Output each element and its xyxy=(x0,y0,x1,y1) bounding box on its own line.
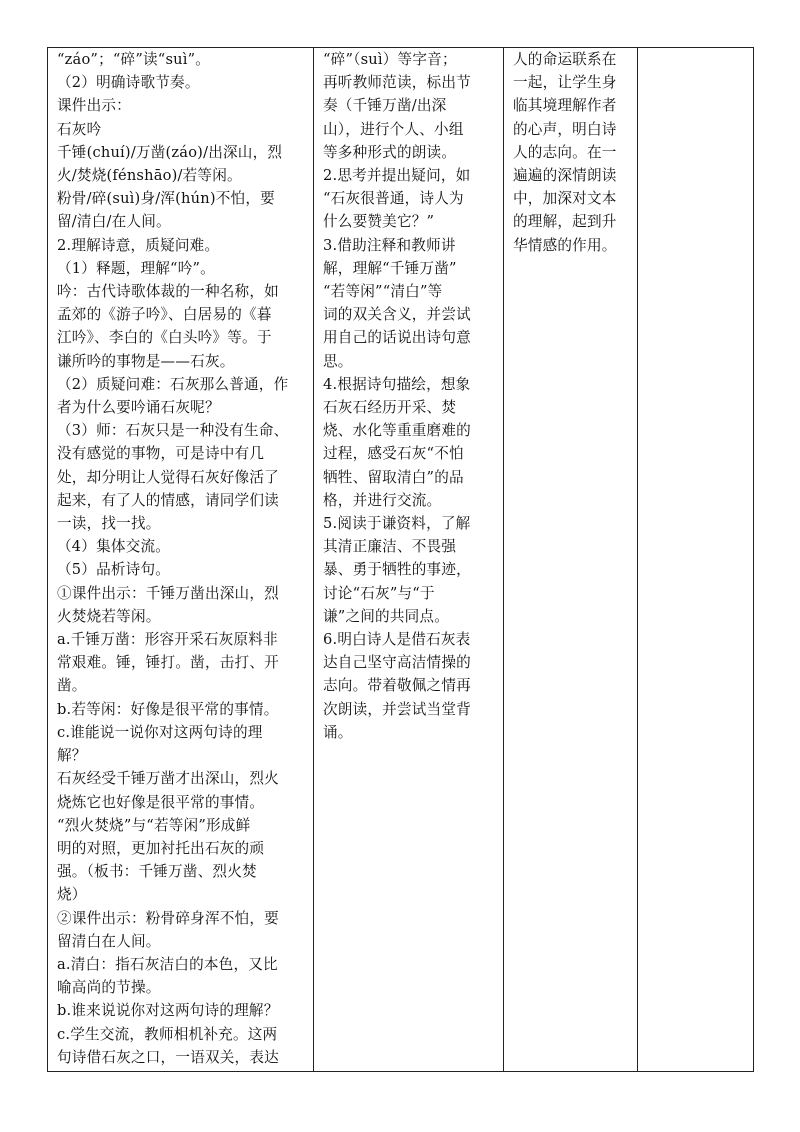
text-line: （4）集体交流。 xyxy=(57,538,171,556)
design-intent-cell xyxy=(504,48,638,1072)
text-line: 临其境理解作者 xyxy=(513,97,617,115)
text-line: 山），进行个人、小组 xyxy=(323,120,464,138)
text-line: 的心声，明白诗 xyxy=(513,120,617,138)
text-line: 讨论“石灰”与“于 xyxy=(323,584,435,602)
text-line: 华情感的作用。 xyxy=(513,236,617,254)
text-line: 吟：古代诗歌体裁的一种名称，如 xyxy=(57,283,279,301)
text-line: 用自己的话说出诗句意 xyxy=(323,329,471,347)
text-line: 烧炼它也好像是很平常的事情。 xyxy=(57,793,265,811)
text-line: 4.根据诗句描绘，想象 xyxy=(323,375,471,393)
text-line: 没有感觉的事物，可是诗中有几 xyxy=(57,445,265,463)
text-line: 再听教师范读，标出节 xyxy=(323,74,471,92)
text-line: （2）明确诗歌节奏。 xyxy=(57,74,200,92)
text-line: 石灰吟 xyxy=(57,120,102,138)
notes-cell xyxy=(638,48,754,1072)
text-line: 千锤(chuí)/万凿(záo)/出深山，烈 xyxy=(57,143,283,161)
text-line: ②课件出示：粉骨碎身浑不怕，要 xyxy=(57,909,279,927)
text-line: 留清白在人间。 xyxy=(57,932,161,950)
text-line: 谦所吟的事物是——石灰。 xyxy=(57,352,235,370)
text-line: 课件出示： xyxy=(57,97,131,115)
text-line: 暴、勇于牺牲的事迹， xyxy=(323,561,471,579)
text-line: “烈火焚烧”与“若等闲”形成鲜 xyxy=(57,816,251,834)
text-line: c.谁能说一说你对这两句诗的理 xyxy=(57,723,263,741)
text-line: a.千锤万凿：形容开采石灰原料非 xyxy=(57,631,278,649)
text-line: 3.借助注释和教师讲 xyxy=(323,236,456,254)
text-line: 达自己坚守高洁情操的 xyxy=(323,654,471,672)
text-line: 奏（千锤万凿/出深 xyxy=(323,97,447,115)
text-line: 牺牲、留取清白”的品 xyxy=(323,468,464,486)
text-line: 2.理解诗意，质疑问难。 xyxy=(57,236,220,254)
text-line: 的理解，起到升 xyxy=(513,213,617,231)
text-line: 明的对照，更加衬托出石灰的顽 xyxy=(57,839,265,857)
text-line: 一起，让学生身 xyxy=(513,74,617,92)
text-line: 解，理解“千锤万凿” xyxy=(323,259,457,277)
text-line: 次朗读，并尝试当堂背 xyxy=(323,700,471,718)
text-line: 火焚烧若等闲。 xyxy=(57,607,161,625)
text-line: 格，并进行交流。 xyxy=(323,491,442,509)
text-line: 人的志向。在一 xyxy=(513,143,617,161)
text-line: b.若等闲：好像是很平常的事情。 xyxy=(57,700,279,718)
text-line: 火/焚烧(fénshāo)/若等闲。 xyxy=(57,167,242,185)
text-line: 常艰难。锤，锤打。凿，击打、开 xyxy=(57,654,279,672)
text-line: 烧） xyxy=(57,886,87,904)
text-line: 6.明白诗人是借石灰表 xyxy=(323,631,471,649)
text-line: “石灰很普通，诗人为 xyxy=(323,190,464,208)
text-line: “záo”；“碎”读“suì”。 xyxy=(57,51,211,68)
text-line: （2）质疑问难：石灰那么普通，作 xyxy=(57,375,289,393)
text-line: 石灰石经历开采、焚 xyxy=(323,399,457,417)
text-line: 粉骨/碎(suì)身/浑(hún)不怕，要 xyxy=(57,190,275,208)
text-line: 什么要赞美它？” xyxy=(323,213,435,231)
text-line: 石灰经受千锤万凿才出深山，烈火 xyxy=(57,770,279,788)
text-line: a.清白：指石灰洁白的本色，又比 xyxy=(57,955,278,973)
text-line: 处，却分明让人觉得石灰好像活了 xyxy=(57,468,279,486)
text-line: 者为什么要吟诵石灰呢？ xyxy=(57,399,220,417)
text-line: 遍遍的深情朗读 xyxy=(513,167,617,185)
text-line: 谦”之间的共同点。 xyxy=(323,607,450,625)
text-line: 江吟》、李白的《白头吟》等。于 xyxy=(57,329,272,347)
text-line: 一读，找一找。 xyxy=(57,515,161,533)
text-line: 解？ xyxy=(57,747,87,765)
text-line: b.谁来说说你对这两句诗的理解？ xyxy=(57,1002,279,1020)
text-line: 凿。 xyxy=(57,677,87,695)
text-line: 中，加深对文本 xyxy=(513,190,617,208)
text-line: 喻高尚的节操。 xyxy=(57,979,161,997)
table-row xyxy=(48,48,754,1072)
text-line: 强。（板书：千锤万凿、烈火焚 xyxy=(57,863,257,881)
text-line: 等多种形式的朗读。 xyxy=(323,143,457,161)
text-line: “若等闲”“清白”等 xyxy=(323,283,443,301)
lesson-plan-table xyxy=(47,47,754,1072)
teacher-activity-cell xyxy=(48,48,314,1072)
text-line: 烧、水化等重重磨难的 xyxy=(323,422,471,440)
text-line: 志向。带着敬佩之情再 xyxy=(323,677,471,695)
text-line: （1）释题，理解“吟”。 xyxy=(57,259,215,277)
text-line: c.学生交流，教师相机补充。这两 xyxy=(57,1025,278,1043)
text-line: 其清正廉洁、不畏强 xyxy=(323,538,457,556)
student-activity-cell xyxy=(314,48,504,1072)
text-line: 句诗借石灰之口，一语双关，表达 xyxy=(57,1048,279,1066)
text-line: 人的命运联系在 xyxy=(513,51,617,68)
text-line: 起来，有了人的情感，请同学们读 xyxy=(57,491,279,509)
text-line: 过程，感受石灰“不怕 xyxy=(323,445,464,463)
text-line: 孟郊的《游子吟》、白居易的《暮 xyxy=(57,306,272,324)
text-line: （5）品析诗句。 xyxy=(57,561,171,579)
text-line: 思。 xyxy=(323,352,353,370)
text-line: 词的双关含义，并尝试 xyxy=(323,306,471,324)
text-line: 5.阅读于谦资料，了解 xyxy=(323,515,471,533)
text-line: 诵。 xyxy=(323,723,353,741)
text-line: “碎”（suì）等字音； xyxy=(323,51,457,68)
text-line: 2.思考并提出疑问，如 xyxy=(323,167,471,185)
text-line: （3）师：石灰只是一种没有生命、 xyxy=(57,422,289,440)
text-line: ①课件出示：千锤万凿出深山，烈 xyxy=(57,584,279,602)
text-line: 留/清白/在人间。 xyxy=(57,213,171,231)
